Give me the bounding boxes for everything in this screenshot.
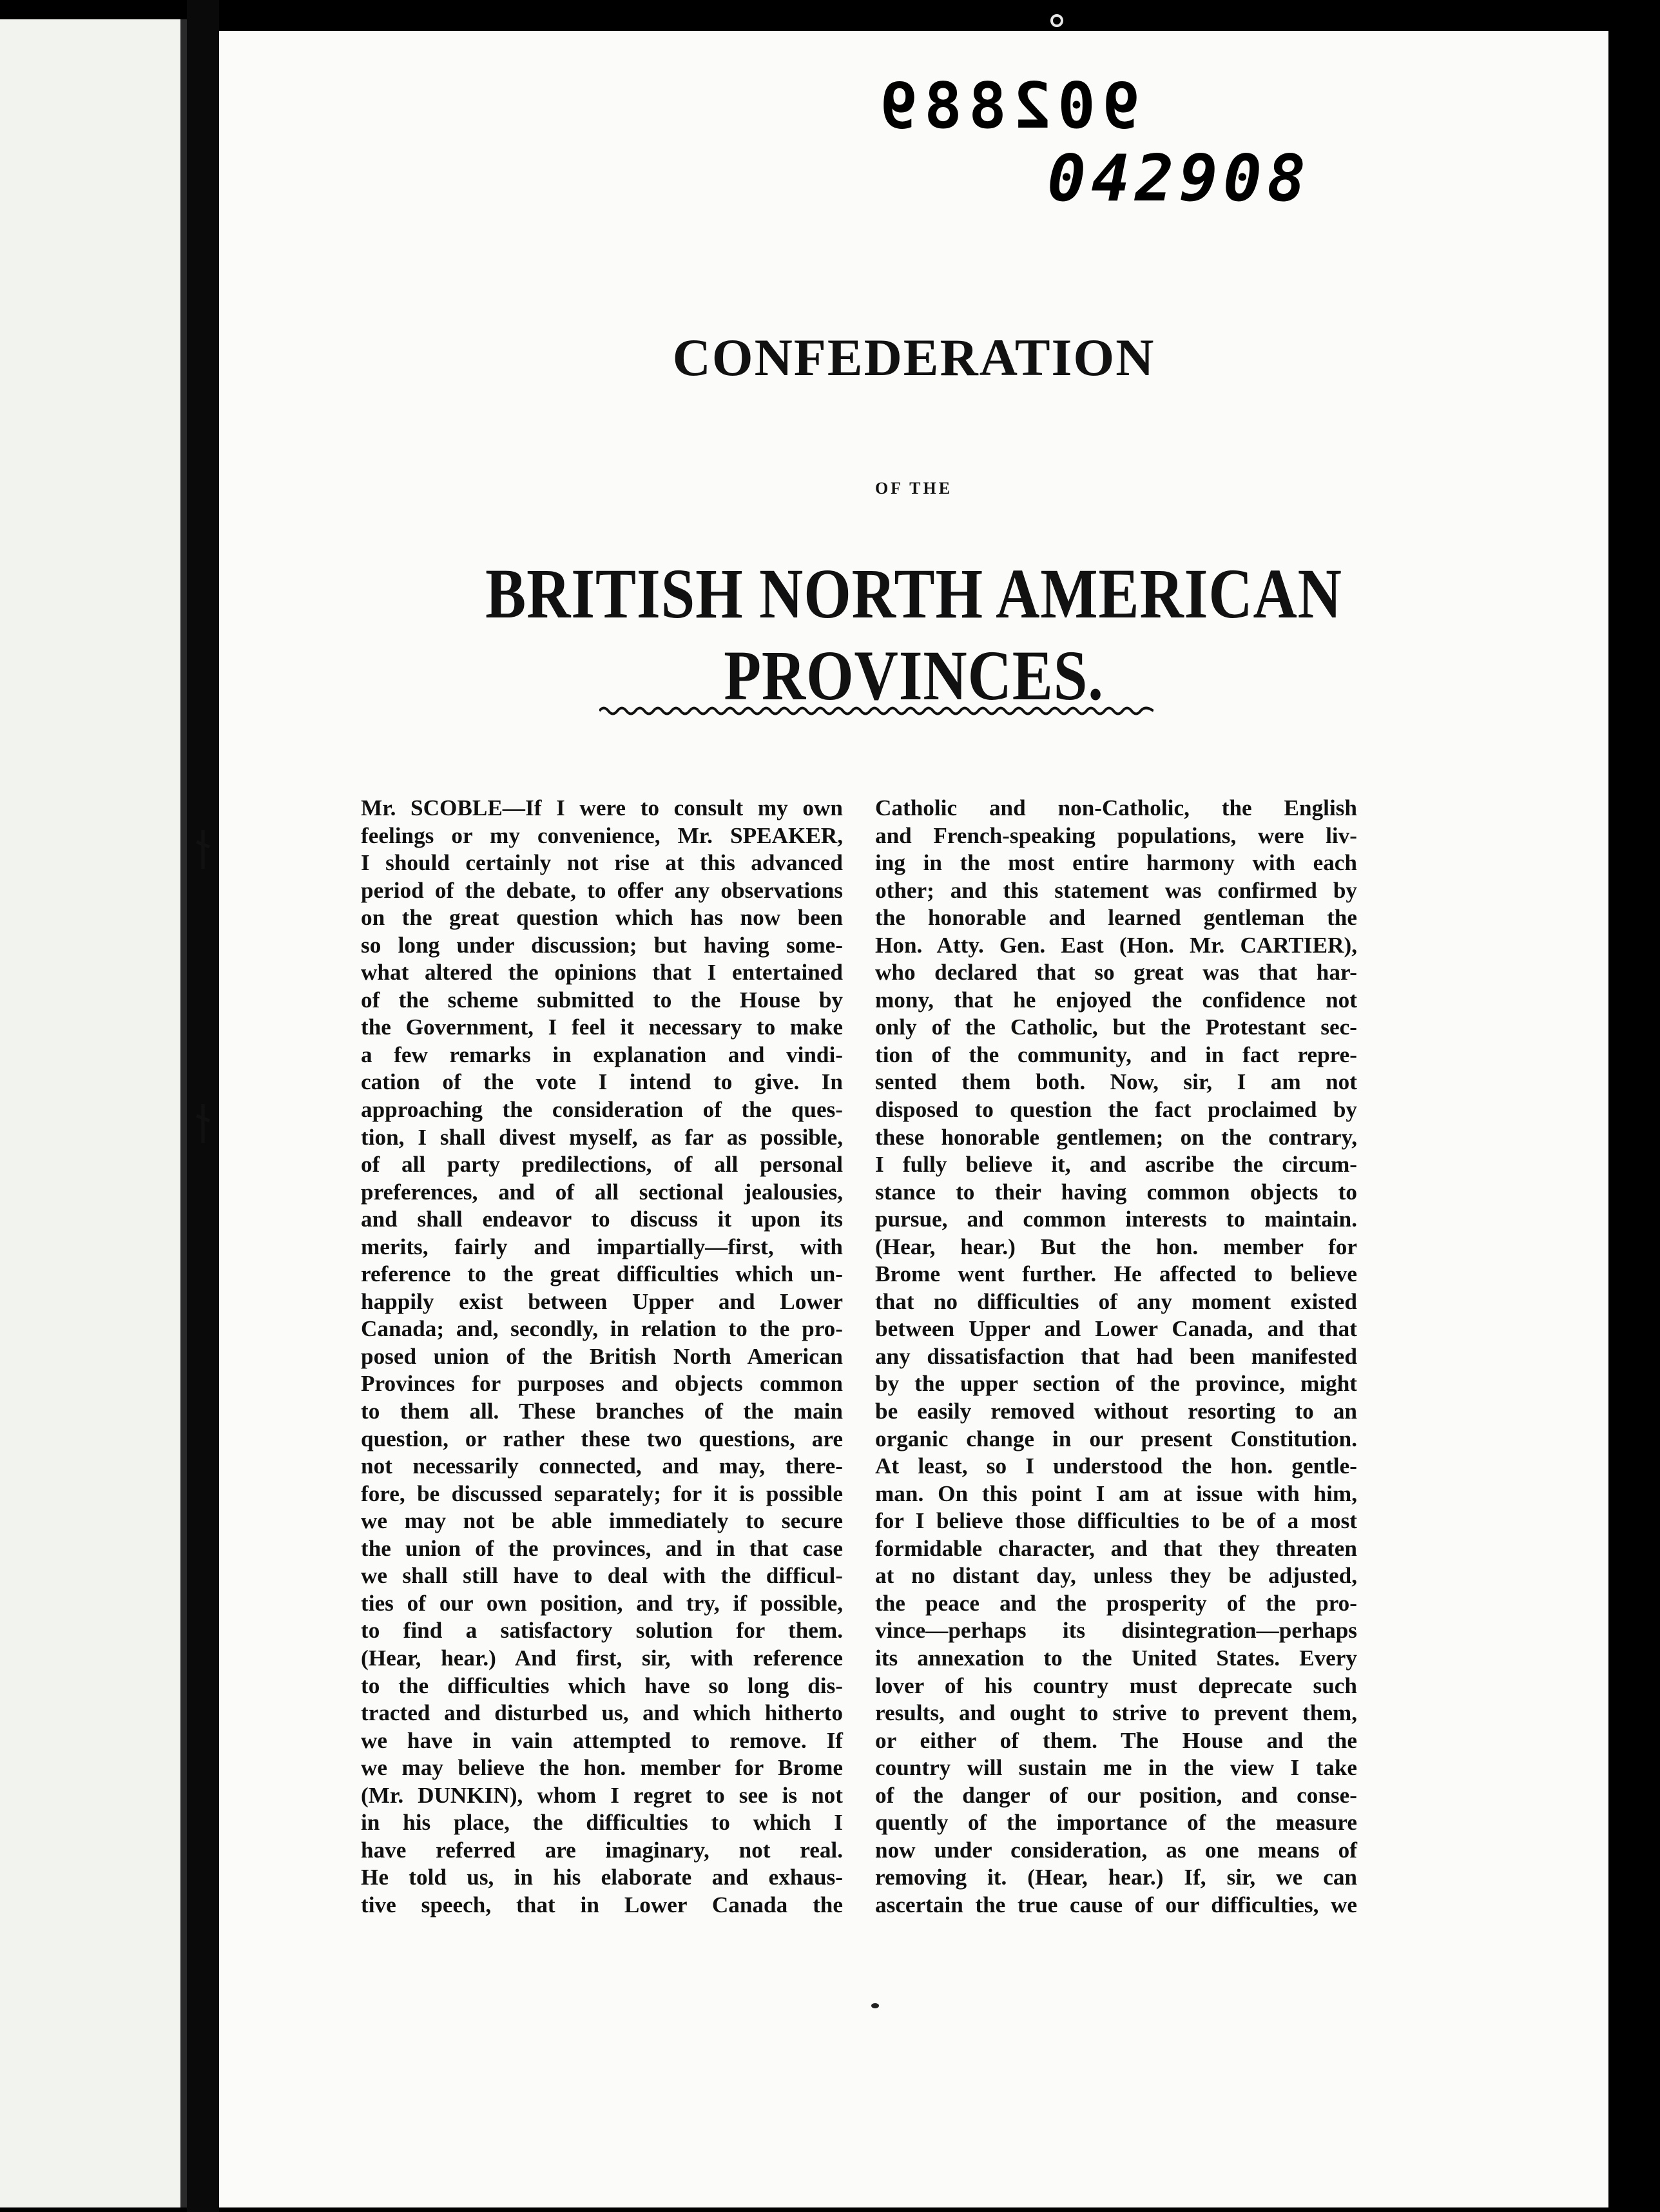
text-line: Mr. SCOBLE—If I were to consult my own (361, 795, 843, 820)
text-line: stance to their having common objects to (875, 1179, 1357, 1205)
text-line: organic change in our present Constitution. (875, 1426, 1357, 1451)
library-stamp-inverted: 902889 (873, 70, 1141, 143)
ink-speck (871, 2003, 879, 2008)
text-line: and French-speaking populations, were liv- (875, 822, 1357, 848)
text-line: tion, I shall divest myself, as far as possible, (361, 1124, 843, 1150)
page-spine (180, 19, 187, 2207)
text-line: (Hear, hear.) But the hon. member for (875, 1234, 1357, 1259)
text-line: have referred are imaginary, not real. (361, 1837, 843, 1863)
text-line: At least, so I understood the hon. gentle- (875, 1453, 1357, 1479)
text-line: of all party predilections, of all personal (361, 1152, 843, 1178)
text-line: to find a satisfactory solution for them. (361, 1618, 843, 1644)
text-line: who declared that so great was that har- (875, 960, 1357, 985)
text-line: tion of the community, and in fact repre- (875, 1042, 1357, 1067)
text-line: so long under discussion; but having some- (361, 932, 843, 958)
text-line: sented them both. Now, sir, I am not (875, 1069, 1357, 1095)
facing-page-edge (0, 19, 187, 2207)
right-text-column (875, 795, 1357, 1919)
text-line: question, or rather these two questions, are (361, 1426, 843, 1451)
text-line: I fully believe it, and ascribe the circum- (875, 1152, 1357, 1178)
text-line: the peace and the prosperity of the pro- (875, 1590, 1357, 1616)
text-line: we have in vain attempted to remove. If (361, 1727, 843, 1753)
text-line: to the difficulties which have so long dis- (361, 1673, 843, 1698)
text-line: tive speech, that in Lower Canada the (361, 1892, 843, 1917)
text-line: fore, be discussed separately; for it is possible (361, 1480, 843, 1506)
text-line: vince—perhaps its disintegration—perhaps (875, 1618, 1357, 1644)
text-line: we may believe the hon. member for Brome (361, 1755, 843, 1781)
text-line: disposed to question the fact proclaimed by (875, 1097, 1357, 1123)
text-line: (Mr. DUNKIN), whom I regret to see is not (361, 1782, 843, 1808)
text-line: other; and this statement was confirmed by (875, 877, 1357, 903)
binding-thread-mark (193, 830, 213, 869)
text-line: ing in the most entire harmony with each (875, 850, 1357, 876)
text-line: Brome went further. He affected to believe (875, 1261, 1357, 1287)
text-line: the Government, I feel it necessary to make (361, 1014, 843, 1040)
page-subtitle: BRITISH NORTH AMERICAN PROVINCES. (485, 554, 1342, 715)
text-line: of the scheme submitted to the House by (361, 987, 843, 1013)
text-line: happily exist between Upper and Lower (361, 1288, 843, 1314)
text-line: Hon. Atty. Gen. East (Hon. Mr. CARTIER), (875, 932, 1357, 958)
text-line: quently of the importance of the measure (875, 1810, 1357, 1836)
text-line: Canada; and, secondly, in relation to the pro- (361, 1316, 843, 1342)
text-line: any dissatisfaction that had been manifested (875, 1343, 1357, 1369)
title-connector: OF THE (874, 479, 953, 498)
text-line: period of the debate, to offer any observations (361, 877, 843, 903)
text-line: ties of our own position, and try, if possible, (361, 1590, 843, 1616)
text-line: ascertain the true cause of our difficulties, we (875, 1892, 1357, 1917)
text-line: and shall endeavor to discuss it upon its (361, 1207, 843, 1232)
text-line: man. On this point I am at issue with him, (875, 1480, 1357, 1506)
page-title: CONFEDERATION (672, 328, 1155, 387)
text-line: mony, that he enjoyed the confidence not (875, 987, 1357, 1013)
text-line: lover of his country must deprecate such (875, 1673, 1357, 1698)
binding-thread-mark (193, 1104, 213, 1143)
text-line: the union of the provinces, and in that case (361, 1535, 843, 1561)
text-line: Catholic and non-Catholic, the English (875, 795, 1357, 820)
text-line: we shall still have to deal with the difficul- (361, 1563, 843, 1589)
left-text-column (361, 795, 843, 1919)
punch-hole-mark (1050, 14, 1063, 27)
text-line: we may not be able immediately to secure (361, 1508, 843, 1534)
text-line: reference to the great difficulties which un- (361, 1261, 843, 1287)
text-line: only of the Catholic, but the Protestant sec- (875, 1014, 1357, 1040)
text-line: between Upper and Lower Canada, and that (875, 1316, 1357, 1342)
text-line: now under consideration, as one means of (875, 1837, 1357, 1863)
text-line: not necessarily connected, and may, there- (361, 1453, 843, 1479)
text-line: of the danger of our position, and conse- (875, 1782, 1357, 1808)
text-line: country will sustain me in the view I take (875, 1755, 1357, 1781)
text-line: at no distant day, unless they be adjusted, (875, 1563, 1357, 1589)
text-line: that no difficulties of any moment existed (875, 1288, 1357, 1314)
text-line: in his place, the difficulties to which I (361, 1810, 843, 1836)
text-line: to them all. These branches of the main (361, 1399, 843, 1424)
text-line: a few remarks in explanation and vindi- (361, 1042, 843, 1067)
text-line: I should certainly not rise at this advanced (361, 850, 843, 876)
text-line: preferences, and of all sectional jealousies, (361, 1179, 843, 1205)
text-line: feelings or my convenience, Mr. SPEAKER, (361, 822, 843, 848)
text-line: its annexation to the United States. Every (875, 1645, 1357, 1671)
text-line: or either of them. The House and the (875, 1727, 1357, 1753)
text-line: removing it. (Hear, hear.) If, sir, we can (875, 1865, 1357, 1890)
text-line: the honorable and learned gentleman the (875, 905, 1357, 931)
text-line: for I believe those difficulties to be of a most (875, 1508, 1357, 1534)
wavy-rule-ornament (599, 701, 1153, 721)
text-line: be easily removed without resorting to an (875, 1399, 1357, 1424)
text-line: these honorable gentlemen; on the contrary, (875, 1124, 1357, 1150)
text-line: merits, fairly and impartially—first, with (361, 1234, 843, 1259)
text-line: tracted and disturbed us, and which hitherto (361, 1700, 843, 1726)
text-line: approaching the consideration of the ques- (361, 1097, 843, 1123)
text-line: Provinces for purposes and objects common (361, 1371, 843, 1397)
text-line: He told us, in his elaborate and exhaus- (361, 1865, 843, 1890)
text-line: pursue, and common interests to maintain. (875, 1207, 1357, 1232)
document-page (219, 31, 1608, 2207)
text-line: cation of the vote I intend to give. In (361, 1069, 843, 1095)
text-line: what altered the opinions that I entertained (361, 960, 843, 985)
text-line: (Hear, hear.) And first, sir, with reference (361, 1645, 843, 1671)
text-line: on the great question which has now been (361, 905, 843, 931)
text-line: by the upper section of the province, might (875, 1371, 1357, 1397)
text-line: results, and ought to strive to prevent them, (875, 1700, 1357, 1726)
library-stamp-number: 042908 (1047, 141, 1311, 216)
text-line: formidable character, and that they threaten (875, 1535, 1357, 1561)
text-line: posed union of the British North American (361, 1343, 843, 1369)
